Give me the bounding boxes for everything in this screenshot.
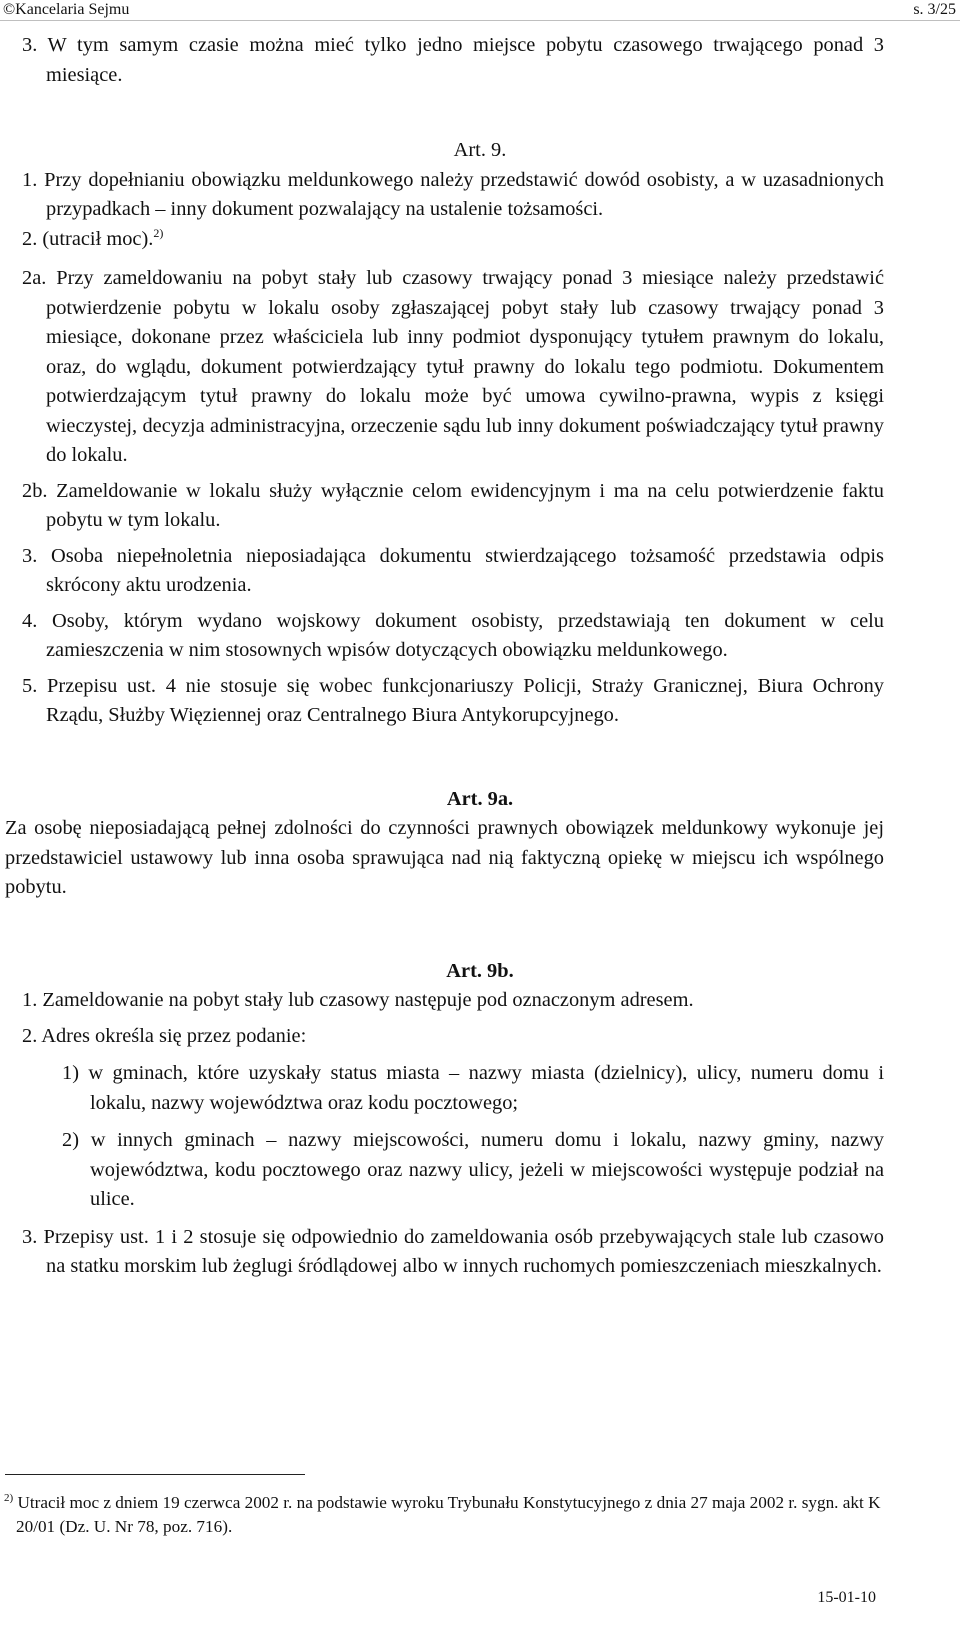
footnote-ref: 2) xyxy=(153,225,164,240)
art-9a-heading: Art. 9a. xyxy=(446,787,514,810)
footnote-number: 2) xyxy=(4,1492,14,1504)
paragraph-3-top: 3. W tym samym czasie można mieć tylko jedno miejsce pobytu czasowego trwającego ponad 3 miesiące. xyxy=(22,34,884,86)
art-9b-point-1: 1) w gminach, które uzyskały status miasta – nazwy miasta (dzielnicy), ulicy, numeru domu i lokalu, nazwy województwa oraz kodu pocztowego; xyxy=(62,1062,884,1114)
header-page-number: s. 3/25 xyxy=(913,1,956,18)
art-9-paragraph-3: 3. Osoba niepełnoletnia nieposiadająca dokumentu stwierdzającego tożsamość przedstawia odpis skrócony aktu urodzenia. xyxy=(22,544,884,596)
art-9-paragraph-2a: 2a. Przy zameldowaniu na pobyt stały lub czasowy trwający ponad 3 miesiące należy przedstawić potwierdzenie pobytu w lokalu osoby zgłaszającej pobyt stały lub czasowy trwający ponad 3 miesiące, dokonane przez właściciela lub inny podmiot dysponujący tytułem prawnym do lokalu, oraz, do wglądu, dokument potwierdzający tytuł prawny do lokalu tego podmiotu. Dokumentem potwierdzającym tytuł prawny do lokalu może być umowa cywilno-prawna, wypis z księgi wieczystej, decyzja administracyjna, orzeczenie sądu lub inny dokument poświadczający tytuł prawny do lokalu. xyxy=(22,267,884,466)
footnote-divider xyxy=(5,1474,305,1475)
header-divider xyxy=(0,20,960,21)
art-9-paragraph-5: 5. Przepisu ust. 4 nie stosuje się wobec funkcjonariuszy Policji, Straży Granicznej, Biura Ochrony Rządu, Służby Więziennej oraz Centralnego Biura Antykorupcyjnego. xyxy=(22,674,884,726)
header-source: ©Kancelaria Sejmu xyxy=(3,1,130,18)
art-9b-heading: Art. 9b. xyxy=(446,959,514,982)
art-9-paragraph-2: 2. (utracił moc).$^{2)}$ xyxy=(22,225,164,250)
art-9b-paragraph-3: 3. Przepisy ust. 1 i 2 stosuje się odpowiednio do zameldowania osób przebywających stale lub czasowo na statku morskim lub żeglugi śródlądowej albo w innych ruchomych pomieszczeniach mieszkalnych. xyxy=(22,1225,884,1277)
document-body xyxy=(0,31,960,1282)
art-9-paragraph-4: 4. Osoby, którym wydano wojskowy dokument osobisty, przedstawiają ten dokument w celu zamieszczenia w nim stosownych wpisów dotyczących obowiązku meldunkowego. xyxy=(22,609,884,661)
art-9-paragraph-2b: 2b. Zameldowanie w lokalu służy wyłącznie celom ewidencyjnym i ma na celu potwierdzenie faktu pobytu w tym lokalu. xyxy=(22,479,884,531)
footnote xyxy=(0,1491,916,1539)
art-9-heading: Art. 9. xyxy=(453,139,507,161)
art-9-paragraph-1: 1. Przy dopełnianiu obowiązku meldunkowego należy przedstawić dowód osobisty, a w uzasadnionych przypadkach – inny dokument pozwalający na ustalenie tożsamości. xyxy=(22,168,884,220)
art-9a-text: Za osobę nieposiadającą pełnej zdolności do czynności prawnych obowiązek meldunkowy wykonuje jej przedstawiciel ustawowy lub inna osoba sprawująca nad nią faktyczną opiekę w miejscu ich wspólnego pobytu. xyxy=(5,817,884,898)
art-9b-paragraph-2: 2. Adres określa się przez podanie: xyxy=(22,1024,307,1047)
footnote-text: Utracił moc z dniem 19 czerwca 2002 r. na podstawie wyroku Trybunału Konstytucyjnego z dnia 27 maja 2002 r. sygn. akt K 20/01 (Dz. U. Nr 78, poz. 716). xyxy=(16,1493,881,1536)
document-date: 15-01-10 xyxy=(817,1589,876,1606)
art-9b-point-2: 2) w innych gminach – nazwy miejscowości, numeru domu i lokalu, nazwy gminy, nazwy województwa, kodu pocztowego oraz nazwy ulicy, jeżeli w miejscowości występuje podział na ulice. xyxy=(62,1129,884,1210)
art-9b-paragraph-1: 1. Zameldowanie na pobyt stały lub czasowy następuje pod oznaczonym adresem. xyxy=(22,989,694,1011)
